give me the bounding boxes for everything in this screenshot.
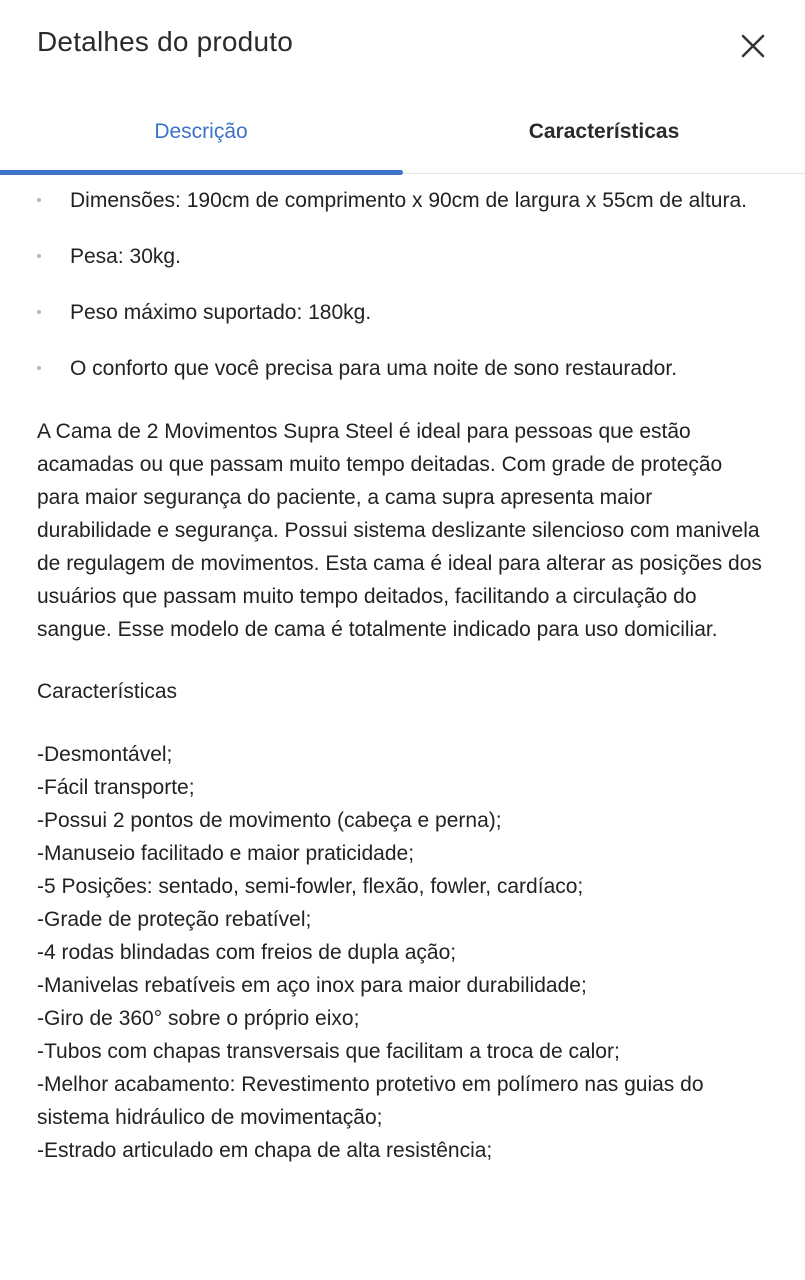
features-list xyxy=(37,738,769,1167)
feature-item: -Grade de proteção rebatível; xyxy=(37,908,312,931)
description-content xyxy=(37,183,769,1167)
spec-list xyxy=(37,183,769,387)
list-item-text: O conforto que você precisa para uma noite de sono restaurador. xyxy=(70,357,678,380)
list-item xyxy=(37,183,769,219)
tab-bar xyxy=(0,92,805,176)
list-item-text: Peso máximo suportado: 180kg. xyxy=(70,301,372,324)
feature-item: -Possui 2 pontos de movimento (cabeça e perna); xyxy=(37,809,502,832)
feature-item: -5 Posições: sentado, semi-fowler, flexão, fowler, cardíaco; xyxy=(37,875,584,898)
feature-item: -Fácil transporte; xyxy=(37,776,195,799)
list-item xyxy=(37,239,769,275)
feature-item: -4 rodas blindadas com freios de dupla ação; xyxy=(37,941,457,964)
feature-item: -Melhor acabamento: Revestimento protetivo em polímero nas guias do sistema hidráulico de movimentação; xyxy=(37,1073,704,1129)
feature-item: -Tubos com chapas transversais que facilitam a troca de calor; xyxy=(37,1040,620,1063)
feature-item: -Manuseio facilitado e maior praticidade; xyxy=(37,842,415,865)
close-button[interactable] xyxy=(733,26,773,66)
list-item-text: Pesa: 30kg. xyxy=(70,245,181,268)
list-item-text: Dimensões: 190cm de comprimento x 90cm de largura x 55cm de altura. xyxy=(70,189,747,212)
bullet-dot xyxy=(37,310,41,314)
feature-item: -Manivelas rebatíveis em aço inox para maior durabilidade; xyxy=(37,974,587,997)
tab-caracteristicas[interactable]: Características xyxy=(528,120,680,143)
bullet-dot xyxy=(37,254,41,258)
feature-item: -Giro de 360° sobre o próprio eixo; xyxy=(37,1007,360,1030)
feature-item: -Estrado articulado em chapa de alta resistência; xyxy=(37,1139,493,1162)
bullet-dot xyxy=(37,198,41,202)
description-paragraph: A Cama de 2 Movimentos Supra Steel é ideal para pessoas que estão acamadas ou que passam muito tempo deitadas. Com grade de proteção para maior segurança do paciente, a cama supra apresenta maior durabilidade e segurança. Possui sistema deslizante silencioso com manivela de regulagem de movimentos. Esta cama é ideal para alterar as posições dos usuários que passam muito tempo deitados, facilitando a circulação do sangue. Esse modelo de cama é totalmente indicado para uso domiciliar. xyxy=(37,420,762,641)
tab-descricao[interactable]: Descrição xyxy=(154,120,248,143)
features-title: Características xyxy=(37,680,178,703)
active-tab-indicator xyxy=(0,170,403,175)
page-title: Detalhes do produto xyxy=(37,26,293,57)
bullet-dot xyxy=(37,366,41,370)
close-icon xyxy=(733,26,773,66)
list-item xyxy=(37,351,769,387)
panel-header xyxy=(0,0,805,92)
feature-item: -Desmontável; xyxy=(37,743,173,766)
list-item xyxy=(37,295,769,331)
